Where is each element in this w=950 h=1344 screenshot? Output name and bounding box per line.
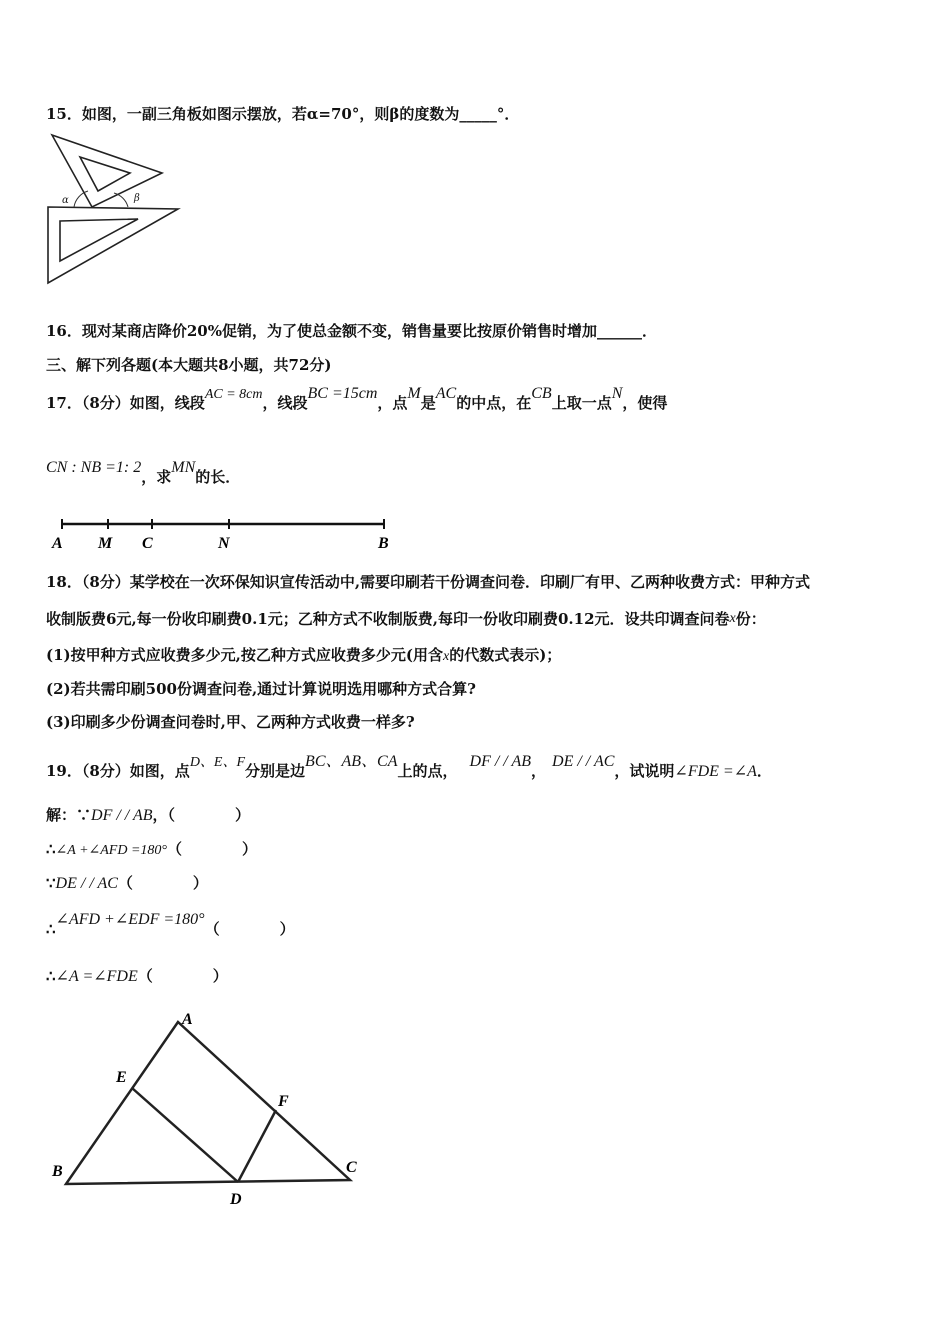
q17-line2: CN : NB =1: 2，求MN的长． bbox=[46, 459, 241, 486]
q19-triangle-figure bbox=[48, 1008, 368, 1208]
point-label-m: M bbox=[98, 535, 113, 552]
point-label-a: A bbox=[52, 535, 63, 552]
q18-sub2: (2)若共需印刷500份调查问卷,通过计算说明选用哪种方式合算? bbox=[46, 680, 476, 698]
beta-label: β bbox=[134, 193, 140, 204]
q19-step-2: ∴∠A +∠AFD =180°（ ） bbox=[46, 840, 258, 858]
vertex-label-a: A bbox=[182, 1011, 193, 1028]
q18-sub1: (1)按甲种方式应收费多少元,按乙种方式应收费多少元(用含x的代数式表示)； bbox=[46, 646, 562, 664]
vertex-label-d: D bbox=[230, 1191, 242, 1208]
q19-step-1: 解：∵DF / / AB，（ ） bbox=[46, 806, 251, 824]
q15-text: 15．如图，一副三角板如图示摆放，若α=70°，则β的度数为_____°． bbox=[46, 105, 520, 123]
vertex-label-c: C bbox=[346, 1159, 357, 1176]
q19-step-3: ∵DE / / AC（ ） bbox=[46, 874, 208, 892]
vertex-label-b: B bbox=[52, 1163, 63, 1180]
q18-line1: 18．（8分）某学校在一次环保知识宣传活动中,需要印刷若干份调查问卷．印刷厂有甲、乙两种收费方式：甲种方式 bbox=[46, 573, 811, 591]
alpha-label: α bbox=[62, 195, 69, 206]
section3-heading: 三、解下列各题(本大题共8小题，共72分) bbox=[46, 356, 332, 374]
point-label-n: N bbox=[218, 535, 230, 552]
q18-sub3: (3)印刷多少份调查问卷时,甲、乙两种方式收费一样多? bbox=[46, 713, 415, 731]
q19-statement: 19．（8分）如图，点D、E、F分别是边BC、AB、CA上的点，DF / / AB，DE / / AC，试说明∠FDE =∠A． bbox=[46, 753, 772, 780]
q18-line2: 收制版费6元,每一份收印刷费0.1元；乙种方式不收制版费,每印一份收印刷费0.12元．设共印调查问卷x份： bbox=[46, 610, 766, 628]
point-label-c: C bbox=[142, 535, 153, 552]
q19-step-5: ∴∠A =∠FDE（ ） bbox=[46, 967, 228, 985]
q15-triangle-rulers-figure bbox=[44, 133, 184, 285]
vertex-label-f: F bbox=[278, 1093, 289, 1110]
point-label-b: B bbox=[378, 535, 389, 552]
q16-text: 16．现对某商店降价20%促销，为了使总金额不变，销售量要比按原价销售时增加______． bbox=[46, 322, 658, 340]
q17-line1: 17．（8分）如图，线段AC = 8cm，线段BC =15cm，点M是AC的中点，在CB上取一点N，使得 bbox=[46, 385, 668, 412]
q19-step-4: ∴∠AFD +∠EDF =180°（ ） bbox=[46, 911, 295, 938]
q17-segment-figure bbox=[48, 512, 408, 554]
vertex-label-e: E bbox=[116, 1069, 127, 1086]
